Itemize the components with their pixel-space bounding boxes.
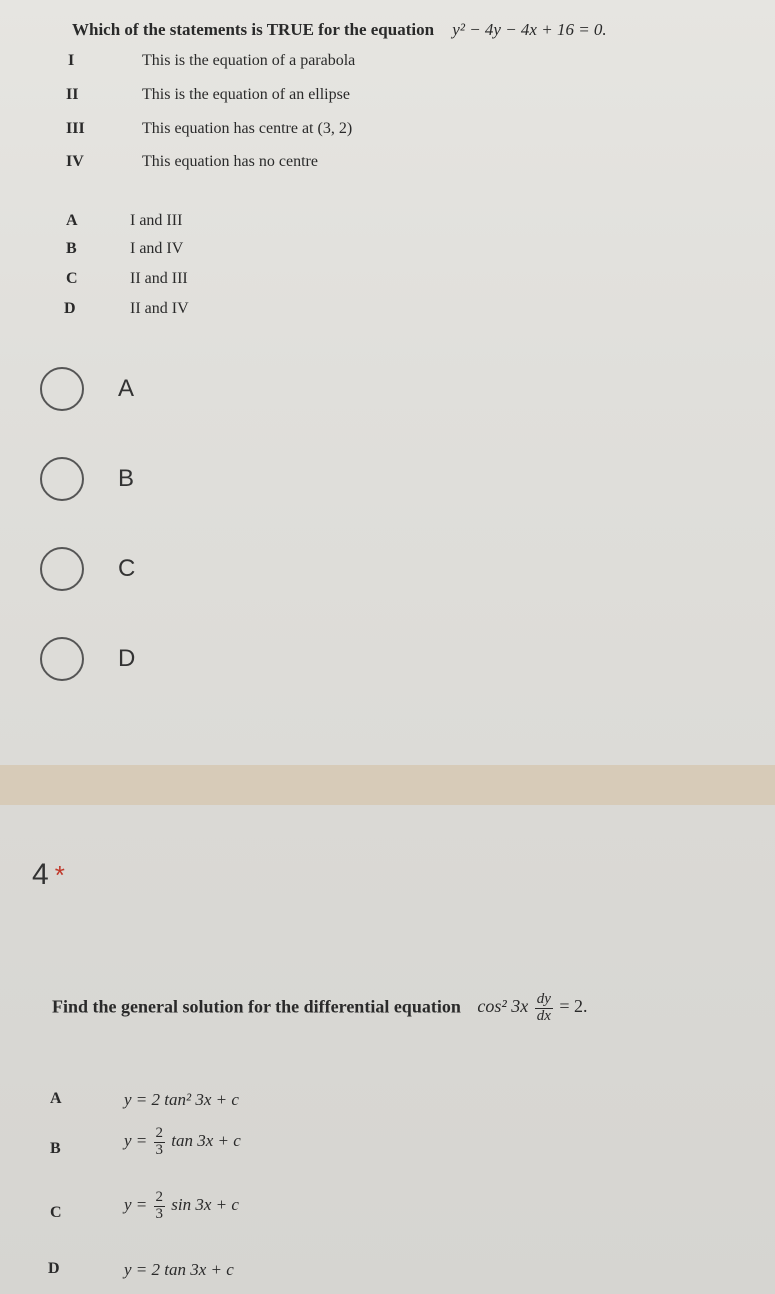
- choice-fraction: [154, 1190, 166, 1223]
- fraction-denominator: 3: [155, 1141, 164, 1158]
- statement-num: I: [68, 52, 75, 69]
- statement-text: This is the equation of a parabola: [142, 52, 356, 69]
- question-3-equation: y² − 4y − 4x + 16 = 0.: [452, 20, 607, 39]
- choice-letter: D: [48, 1260, 60, 1277]
- question-number: 4: [32, 858, 49, 891]
- radio-label: A: [118, 375, 135, 402]
- choice-c-expression: [124, 1190, 239, 1223]
- choice-expr: y = 2 tan 3x + c: [124, 1260, 234, 1279]
- question-4-equation: [477, 991, 588, 1024]
- section-divider: [0, 765, 775, 805]
- question-3-text: [72, 20, 607, 40]
- statement-num: II: [66, 86, 79, 103]
- statement-num: III: [66, 120, 85, 137]
- choice-text: I and IV: [130, 240, 184, 257]
- radio-option-c[interactable]: [40, 544, 135, 594]
- statement-text: This equation has centre at (3, 2): [142, 120, 353, 137]
- choice-expr-post: tan 3x + c: [171, 1131, 241, 1151]
- radio-circle[interactable]: [40, 547, 84, 591]
- choice-expr-pre: y =: [124, 1195, 148, 1215]
- radio-option-d[interactable]: [40, 634, 135, 684]
- radio-option-b[interactable]: [40, 454, 134, 504]
- radio-label: D: [118, 645, 136, 672]
- fraction-denominator: 3: [155, 1205, 164, 1222]
- radio-label: B: [118, 465, 135, 492]
- question-4-card: [0, 805, 775, 1294]
- radio-circle[interactable]: [40, 367, 84, 411]
- fraction-denominator: dx: [536, 1007, 551, 1024]
- choice-text: II and III: [130, 270, 188, 287]
- radio-option-a[interactable]: [40, 364, 134, 414]
- required-asterisk: *: [54, 860, 65, 890]
- choice-text: I and III: [130, 212, 183, 229]
- choice-expr-post: sin 3x + c: [171, 1195, 239, 1215]
- question-3-prompt: Which of the statements is TRUE for the equation: [72, 20, 435, 39]
- radio-circle[interactable]: [40, 637, 84, 681]
- choice-letter: A: [50, 1090, 62, 1107]
- question-4-prompt: Find the general solution for the differential equation: [52, 996, 461, 1017]
- choice-letter: A: [66, 212, 78, 229]
- choice-b-expression: [124, 1126, 241, 1159]
- question-4-text: [52, 992, 588, 1025]
- choice-fraction: [154, 1126, 166, 1159]
- choice-text: II and IV: [130, 300, 189, 317]
- statement-num: IV: [66, 153, 84, 170]
- radio-label: C: [118, 555, 136, 582]
- derivative-fraction: [535, 992, 553, 1025]
- choice-letter: B: [66, 240, 77, 257]
- choice-a-expression: [124, 1090, 239, 1110]
- choice-letter: D: [64, 300, 76, 317]
- choice-d-expression: [124, 1260, 234, 1280]
- choice-expr-pre: y =: [124, 1131, 148, 1151]
- choice-letter: C: [50, 1204, 62, 1221]
- question-4-number: [32, 858, 65, 892]
- choice-letter: C: [66, 270, 78, 287]
- statement-text: This is the equation of an ellipse: [142, 86, 350, 103]
- fraction-numerator: 2: [155, 1125, 164, 1141]
- statement-text: This equation has no centre: [142, 153, 318, 170]
- choice-expr: y = 2 tan² 3x + c: [124, 1090, 239, 1109]
- radio-circle[interactable]: [40, 457, 84, 501]
- choice-letter: B: [50, 1140, 61, 1157]
- equation-suffix: = 2.: [559, 996, 588, 1017]
- equation-prefix: cos² 3x: [477, 996, 529, 1017]
- fraction-numerator: 2: [155, 1189, 164, 1205]
- fraction-numerator: dy: [536, 991, 551, 1007]
